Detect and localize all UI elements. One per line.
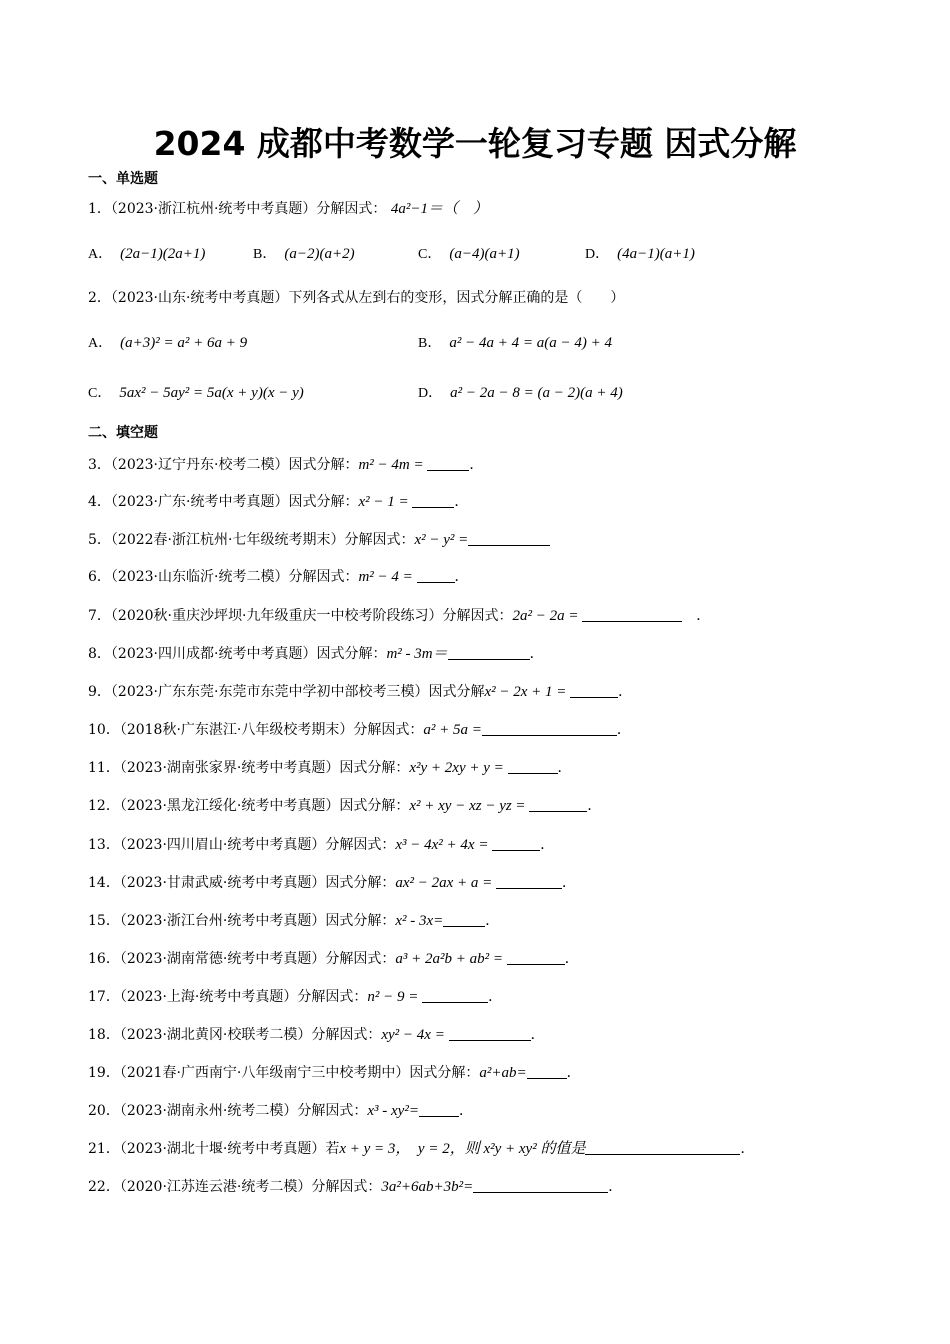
- fill-question: [88, 796, 601, 816]
- question-end: ．: [740, 1141, 755, 1157]
- question-end: ．: [488, 989, 503, 1005]
- question-number: 3．: [88, 457, 111, 473]
- question-number: 8．: [88, 646, 111, 662]
- question-number: 20．: [88, 1103, 120, 1119]
- question-number: 7．: [88, 608, 111, 624]
- question-source: （2023·湖南常德·统考中考真题）分解因式：: [119, 951, 396, 967]
- answer-blank[interactable]: [422, 988, 488, 1003]
- question-expr: x² − 1 =: [358, 494, 413, 510]
- fill-question: [88, 492, 468, 512]
- option-label: B．: [418, 336, 442, 351]
- question-source: （2023·山东临沂·统考二模）分解因式：: [110, 569, 359, 585]
- fill-question: [88, 911, 499, 931]
- question-expr: x² − y² =: [414, 532, 469, 548]
- option-text: 5ax² − 5ay² = 5a(x + y)(x − y): [119, 385, 304, 401]
- fill-question: [88, 873, 576, 893]
- question-source: （2020·江苏连云港·统考二模）分解因式：: [119, 1179, 382, 1195]
- question-end: ．: [557, 760, 572, 776]
- question-expr: ax² − 2ax + a =: [395, 875, 497, 891]
- question-number: 17．: [88, 989, 120, 1005]
- fill-question: [88, 606, 710, 626]
- q1-option-d[interactable]: [585, 243, 695, 263]
- question-expr: m² − 4m =: [358, 457, 428, 473]
- question-number: 11．: [88, 760, 120, 776]
- question-source: （2023·辽宁丹东·校考二模）因式分解：: [110, 457, 359, 473]
- option-text: (2a−1)(2a+1): [120, 246, 206, 262]
- option-text: a² − 4a + 4 = a(a − 4) + 4: [449, 335, 612, 351]
- question-source: （2023·湖北十堰·统考中考真题）若: [119, 1141, 340, 1157]
- fill-question: [88, 455, 483, 475]
- question-text: 1．（2023·浙江杭州·统考中考真题）分解因式：: [88, 201, 387, 217]
- question-end: ．: [616, 722, 631, 738]
- fill-question: [88, 1139, 754, 1159]
- option-label: A．: [88, 247, 113, 262]
- question-expr: x² − 2x + 1 =: [484, 684, 571, 700]
- question-number: 6．: [88, 569, 111, 585]
- question-end: ．: [529, 646, 544, 662]
- question-end: ．: [618, 684, 633, 700]
- answer-blank[interactable]: [482, 721, 617, 736]
- question-expr: 2a² − 2a =: [512, 608, 583, 624]
- question-source: （2023·广东东莞·东莞市东莞中学初中部校考三模）因式分解: [110, 684, 485, 700]
- question-source: （2021春·广西南宁·八年级南宁三中校考期中）因式分解：: [119, 1065, 480, 1081]
- question-number: 13．: [88, 837, 120, 853]
- option-text: (4a−1)(a+1): [617, 246, 695, 262]
- option-text: (a−4)(a+1): [449, 246, 520, 262]
- question-expr: x²y + 2xy + y =: [409, 760, 508, 776]
- fill-question: [88, 1101, 473, 1121]
- question-end: ．: [485, 913, 500, 929]
- answer-blank[interactable]: [508, 759, 558, 774]
- fill-question: [88, 567, 469, 587]
- question-source: （2023·四川成都·统考中考真题）因式分解：: [110, 646, 387, 662]
- question-end: ．: [540, 837, 555, 853]
- fill-question: [88, 1177, 622, 1197]
- option-label: D．: [418, 386, 443, 401]
- fill-question: [88, 720, 631, 740]
- question-source: （2018秋·广东湛江·八年级校考期末）分解因式：: [119, 722, 424, 738]
- question-source: （2022春·浙江杭州·七年级统考期末）分解因式：: [110, 532, 415, 548]
- q1-option-b[interactable]: [253, 243, 355, 263]
- question-end: ．: [682, 608, 711, 624]
- fill-question: [88, 1063, 581, 1083]
- fill-question: [88, 987, 502, 1007]
- question-expr: 4a²−1＝（ ）: [390, 201, 489, 217]
- question-number: 16．: [88, 951, 120, 967]
- answer-blank[interactable]: [582, 607, 682, 622]
- question-end: ．: [454, 569, 469, 585]
- question-expr: xy² − 4x =: [381, 1027, 449, 1043]
- question-source: （2023·黑龙江绥化·统考中考真题）因式分解：: [119, 798, 410, 814]
- page-title: 2024 成都中考数学一轮复习专题 因式分解: [153, 124, 797, 163]
- fill-question: [88, 682, 632, 702]
- fill-question: [88, 644, 544, 664]
- question-end: ．: [564, 951, 579, 967]
- section-fill-blank: 二、填空题: [88, 425, 158, 441]
- option-text: a² − 2a − 8 = (a − 2)(a + 4): [450, 385, 623, 401]
- question-source: （2023·上海·统考中考真题）分解因式：: [119, 989, 368, 1005]
- question-expr: x³ − 4x² + 4x =: [395, 837, 493, 853]
- fill-question: [88, 758, 572, 778]
- question-end: ．: [458, 1103, 473, 1119]
- question-number: 15．: [88, 913, 120, 929]
- answer-blank[interactable]: [585, 1140, 740, 1155]
- answer-blank[interactable]: [507, 950, 565, 965]
- answer-blank[interactable]: [417, 568, 455, 583]
- option-label: C．: [88, 386, 112, 401]
- question-number: 19．: [88, 1065, 120, 1081]
- option-label: B．: [253, 247, 277, 262]
- answer-blank[interactable]: [419, 1102, 459, 1117]
- question-expr: m² − 4 =: [358, 569, 417, 585]
- question-expr: a² + 5a =: [423, 722, 482, 738]
- q1-option-a[interactable]: [88, 243, 205, 263]
- question-source: （2023·湖北黄冈·校联考二模）分解因式：: [119, 1027, 382, 1043]
- question-end: ．: [608, 1179, 623, 1195]
- question-end: ．: [587, 798, 602, 814]
- question-source: （2023·湖南永州·统考二模）分解因式：: [119, 1103, 368, 1119]
- section-single-choice: 一、单选题: [88, 171, 158, 187]
- fill-question: [88, 530, 550, 550]
- question-expr: 3a²+6ab+3b²=: [381, 1179, 474, 1195]
- answer-blank[interactable]: [468, 531, 550, 546]
- answer-blank[interactable]: [443, 912, 485, 927]
- question-end: ．: [562, 875, 577, 891]
- question-expr: x + y = 3， y = 2，则 x²y + xy² 的值是: [339, 1141, 586, 1157]
- question-expr: a³ + 2a²b + ab² =: [395, 951, 507, 967]
- fill-question: [88, 1025, 545, 1045]
- question-expr: x² + xy − xz − yz =: [409, 798, 530, 814]
- answer-blank[interactable]: [473, 1178, 608, 1193]
- question-number: 10．: [88, 722, 120, 738]
- q1-option-c[interactable]: [418, 243, 520, 263]
- question-1: [88, 199, 488, 219]
- q2-option-a[interactable]: [88, 332, 247, 352]
- option-label: D．: [585, 247, 610, 262]
- question-source: （2023·湖南张家界·统考中考真题）因式分解：: [119, 760, 410, 776]
- option-label: A．: [88, 336, 113, 351]
- question-expr: a²+ab=: [479, 1065, 527, 1081]
- question-number: 22．: [88, 1179, 120, 1195]
- answer-blank[interactable]: [529, 797, 587, 812]
- answer-blank[interactable]: [427, 456, 469, 471]
- question-end: ．: [530, 1027, 545, 1043]
- question-number: 5．: [88, 532, 111, 548]
- question-end: ．: [454, 494, 469, 510]
- question-end: ．: [469, 457, 484, 473]
- fill-question: [88, 835, 554, 855]
- question-expr: m² - 3m＝: [386, 646, 448, 662]
- question-source: （2020秋·重庆沙坪坝·九年级重庆一中校考阶段练习）分解因式：: [110, 608, 513, 624]
- answer-blank[interactable]: [527, 1064, 567, 1079]
- question-number: 4．: [88, 494, 111, 510]
- option-text: (a−2)(a+2): [284, 246, 355, 262]
- q2-option-b[interactable]: [418, 332, 612, 352]
- q2-option-d[interactable]: [418, 382, 623, 402]
- question-expr: x³ - xy²=: [367, 1103, 419, 1119]
- question-text: 2．（2023·山东·统考中考真题）下列各式从左到右的变形，因式分解正确的是（ ）: [88, 290, 625, 306]
- answer-blank[interactable]: [448, 645, 530, 660]
- option-text: (a+3)² = a² + 6a + 9: [120, 335, 248, 351]
- question-source: （2023·甘肃武威·统考中考真题）因式分解：: [119, 875, 396, 891]
- question-number: 18．: [88, 1027, 120, 1043]
- question-end: ．: [566, 1065, 581, 1081]
- answer-blank[interactable]: [449, 1026, 531, 1041]
- question-source: （2023·四川眉山·统考中考真题）分解因式：: [119, 837, 396, 853]
- answer-blank[interactable]: [496, 874, 562, 889]
- question-expr: n² − 9 =: [367, 989, 423, 1005]
- question-number: 12．: [88, 798, 120, 814]
- question-source: （2023·浙江台州·统考中考真题）因式分解：: [119, 913, 396, 929]
- question-2: [88, 288, 624, 308]
- question-number: 21．: [88, 1141, 120, 1157]
- fill-question: [88, 949, 579, 969]
- option-label: C．: [418, 247, 442, 262]
- question-number: 9．: [88, 684, 111, 700]
- q2-option-c[interactable]: [88, 382, 304, 402]
- question-expr: x² - 3x=: [395, 913, 444, 929]
- answer-blank[interactable]: [412, 493, 454, 508]
- question-number: 14．: [88, 875, 120, 891]
- answer-blank[interactable]: [570, 683, 618, 698]
- answer-blank[interactable]: [492, 836, 540, 851]
- question-source: （2023·广东·统考中考真题）因式分解：: [110, 494, 359, 510]
